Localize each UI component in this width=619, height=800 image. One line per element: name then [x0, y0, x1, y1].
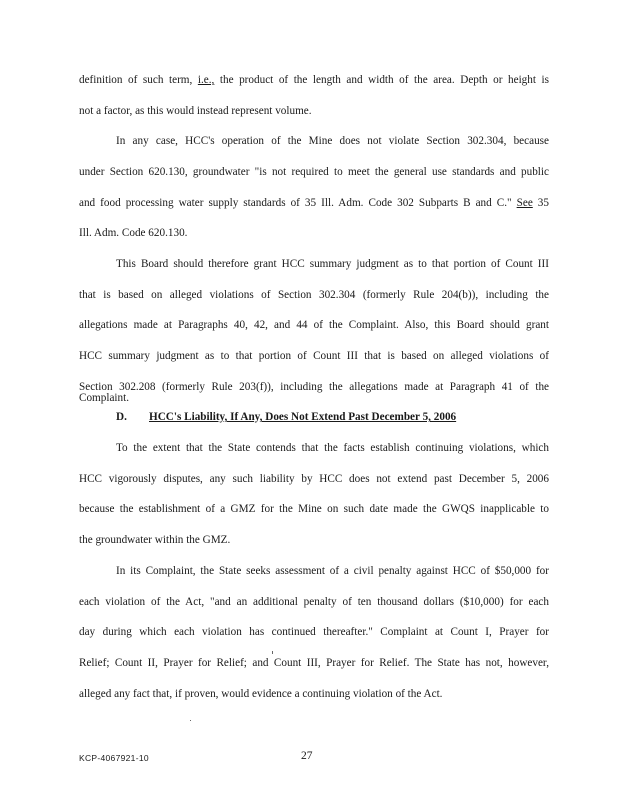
- paragraph-2-line-4: Ill. Adm. Code 620.130.: [79, 227, 188, 239]
- paragraph-1-line-1: definition of such term, i.e., the product of the length and width of the area. Depth or height is: [79, 74, 549, 86]
- paragraph-4-line-3: because the establishment of a GMZ for the Mine on such date made the GWQS inapplicable to: [79, 503, 549, 515]
- underlined-signal: See: [516, 197, 533, 209]
- paragraph-5-line-2: each violation of the Act, "and an additional penalty of ten thousand dollars ($10,000) for each: [79, 596, 549, 608]
- paragraph-4-line-4: the groundwater within the GMZ.: [79, 534, 231, 546]
- section-heading-d: [116, 410, 549, 424]
- paragraph-5-line-1: In its Complaint, the State seeks assessment of a civil penalty against HCC of $50,000 for: [116, 565, 549, 577]
- footer-page-number: 27: [301, 750, 313, 762]
- paragraph-3-line-1: This Board should therefore grant HCC summary judgment as to that portion of Count III: [116, 258, 549, 270]
- paragraph-5-line-3: day during which each violation has continued thereafter." Complaint at Count I, Prayer for: [79, 626, 549, 638]
- paragraph-3-line-2: that is based on alleged violations of Section 302.304 (formerly Rule 204(b)), including the: [79, 289, 549, 301]
- paragraph-3-line-4: HCC summary judgment as to that portion of Count III that is based on alleged violations of: [79, 350, 549, 362]
- scan-speck: [190, 720, 191, 721]
- paragraph-4-line-1: To the extent that the State contends that the facts establish continuing violations, which: [116, 442, 549, 454]
- paragraph-2-line-2: under Section 620.130, groundwater "is not required to meet the general use standards and public: [79, 166, 549, 178]
- section-title: HCC's Liability, If Any, Does Not Extend Past December 5, 2006: [149, 411, 457, 423]
- paragraph-2-line-1: In any case, HCC's operation of the Mine does not violate Section 302.304, because: [116, 135, 549, 147]
- paragraph-1-line-2: not a factor, as this would instead represent volume.: [79, 105, 312, 117]
- paragraph-2-line-3: and food processing water supply standards of 35 Ill. Adm. Code 302 Subparts B and C." See 35: [79, 197, 549, 209]
- underlined-signal: i.e.,: [197, 74, 215, 86]
- paragraph-3-line-3: allegations made at Paragraphs 40, 42, and 44 of the Complaint. Also, this Board should grant: [79, 319, 549, 331]
- paragraph-3-line-5: Section 302.208 (formerly Rule 203(f)), including the allegations made at Paragraph 41 of the: [79, 381, 549, 393]
- paragraph-5-line-4: Relief; Count II, Prayer for Relief; and Count III, Prayer for Relief. The State has not, however,: [79, 657, 549, 669]
- paragraph-5-line-5: alleged any fact that, if proven, would evidence a continuing violation of the Act.: [79, 688, 443, 700]
- paragraph-4-line-2: HCC vigorously disputes, any such liability by HCC does not extend past December 5, 2006: [79, 473, 549, 485]
- scan-speck: [272, 651, 273, 654]
- section-letter: D.: [116, 411, 127, 423]
- paragraph-3-line-6: Complaint.: [79, 392, 130, 404]
- footer-document-id: KCP-4067921-10: [79, 753, 149, 763]
